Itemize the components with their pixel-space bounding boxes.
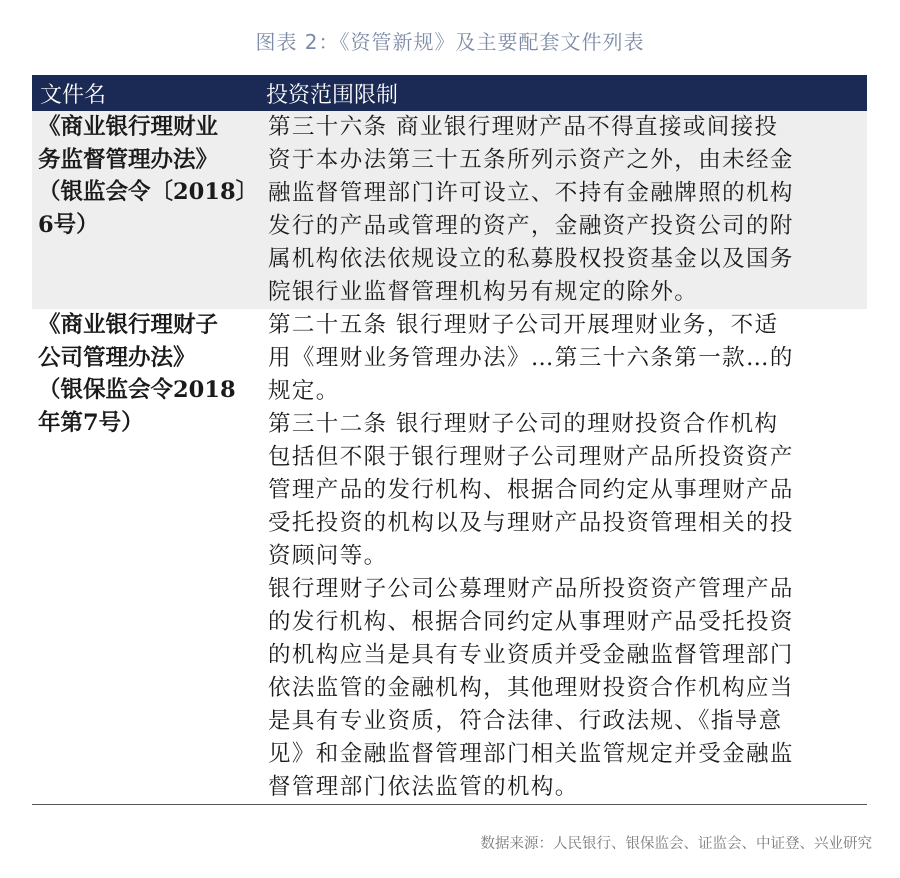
scope-text-line: 用《理财业务管理办法》…第三十六条第一款…的 [268,345,794,371]
scope-text-line: 督管理部门依法监管的机构。 [268,774,579,800]
scope-text-line: 第三十二条 银行理财子公司的理财投资合作机构 [268,411,779,437]
scope-text-line: 资顾问等。 [268,543,388,569]
scope-text-line: 是具有专业资质，符合法律、行政法规、《指导意 [268,708,783,734]
file-name-cell [32,309,264,804]
investment-scope-cell [264,111,867,309]
scope-text-line: 属机构依法依规设立的私募股权投资基金以及国务 [268,246,794,272]
document-list-table [32,75,867,805]
scope-text-line: 管理产品的发行机构、根据合同约定从事理财产品 [268,477,794,503]
scope-text-line: 的机构应当是具有专业资质并受金融监督管理部门 [268,642,794,668]
page-title: 图表 2：《资管新规》及主要配套文件列表 [255,30,645,54]
header-file-name: 文件名 [40,82,107,108]
scope-text-line: 融监督管理部门许可设立、不持有金融牌照的机构 [268,180,794,206]
file-name-line: （银保监会令2018 [38,377,236,403]
header-investment-scope: 投资范围限制 [266,82,399,108]
scope-text-line: 发行的产品或管理的资产，金融资产投资公司的附 [268,213,794,239]
scope-text-line: 受托投资的机构以及与理财产品投资管理相关的投 [268,510,794,536]
file-name-line: 公司管理办法》 [38,344,196,371]
data-source-note: 数据来源：人民银行、银保监会、证监会、中证登、兴业研究 [480,836,872,852]
scope-text-line: 第二十五条 银行理财子公司开展理财业务，不适 [268,312,779,338]
table-row [32,111,867,309]
scope-text-line: 包括但不限于银行理财子公司理财产品所投资资产 [268,444,794,470]
scope-text-line: 规定。 [268,378,340,404]
scope-text-line: 依法监管的金融机构，其他理财投资合作机构应当 [268,675,794,701]
table-row [32,309,867,804]
investment-scope-cell [264,309,867,804]
file-name-line: 《商业银行理财业 [38,114,219,140]
file-name-line: 年第7号） [38,409,144,436]
file-name-line: 6号） [38,211,99,238]
table-header [32,75,867,111]
file-name-line: （银监会令〔2018〕 [38,179,259,205]
file-name-line: 《商业银行理财子 [38,312,219,338]
scope-text-line: 银行理财子公司公募理财产品所投资资产管理产品 [268,576,794,602]
scope-text-line: 见》和金融监督管理部门相关监管规定并受金融监 [268,741,794,767]
file-name-cell [32,111,264,309]
scope-text-line: 院银行业监督管理机构另有规定的除外。 [268,279,699,305]
file-name-line: 务监督管理办法》 [38,146,219,173]
table-body [32,111,867,804]
scope-text-line: 的发行机构、根据合同约定从事理财产品受托投资 [268,609,794,635]
scope-text-line: 第三十六条 商业银行理财产品不得直接或间接投 [268,114,779,140]
scope-text-line: 资于本办法第三十五条所列示资产之外，由未经金 [268,147,794,173]
